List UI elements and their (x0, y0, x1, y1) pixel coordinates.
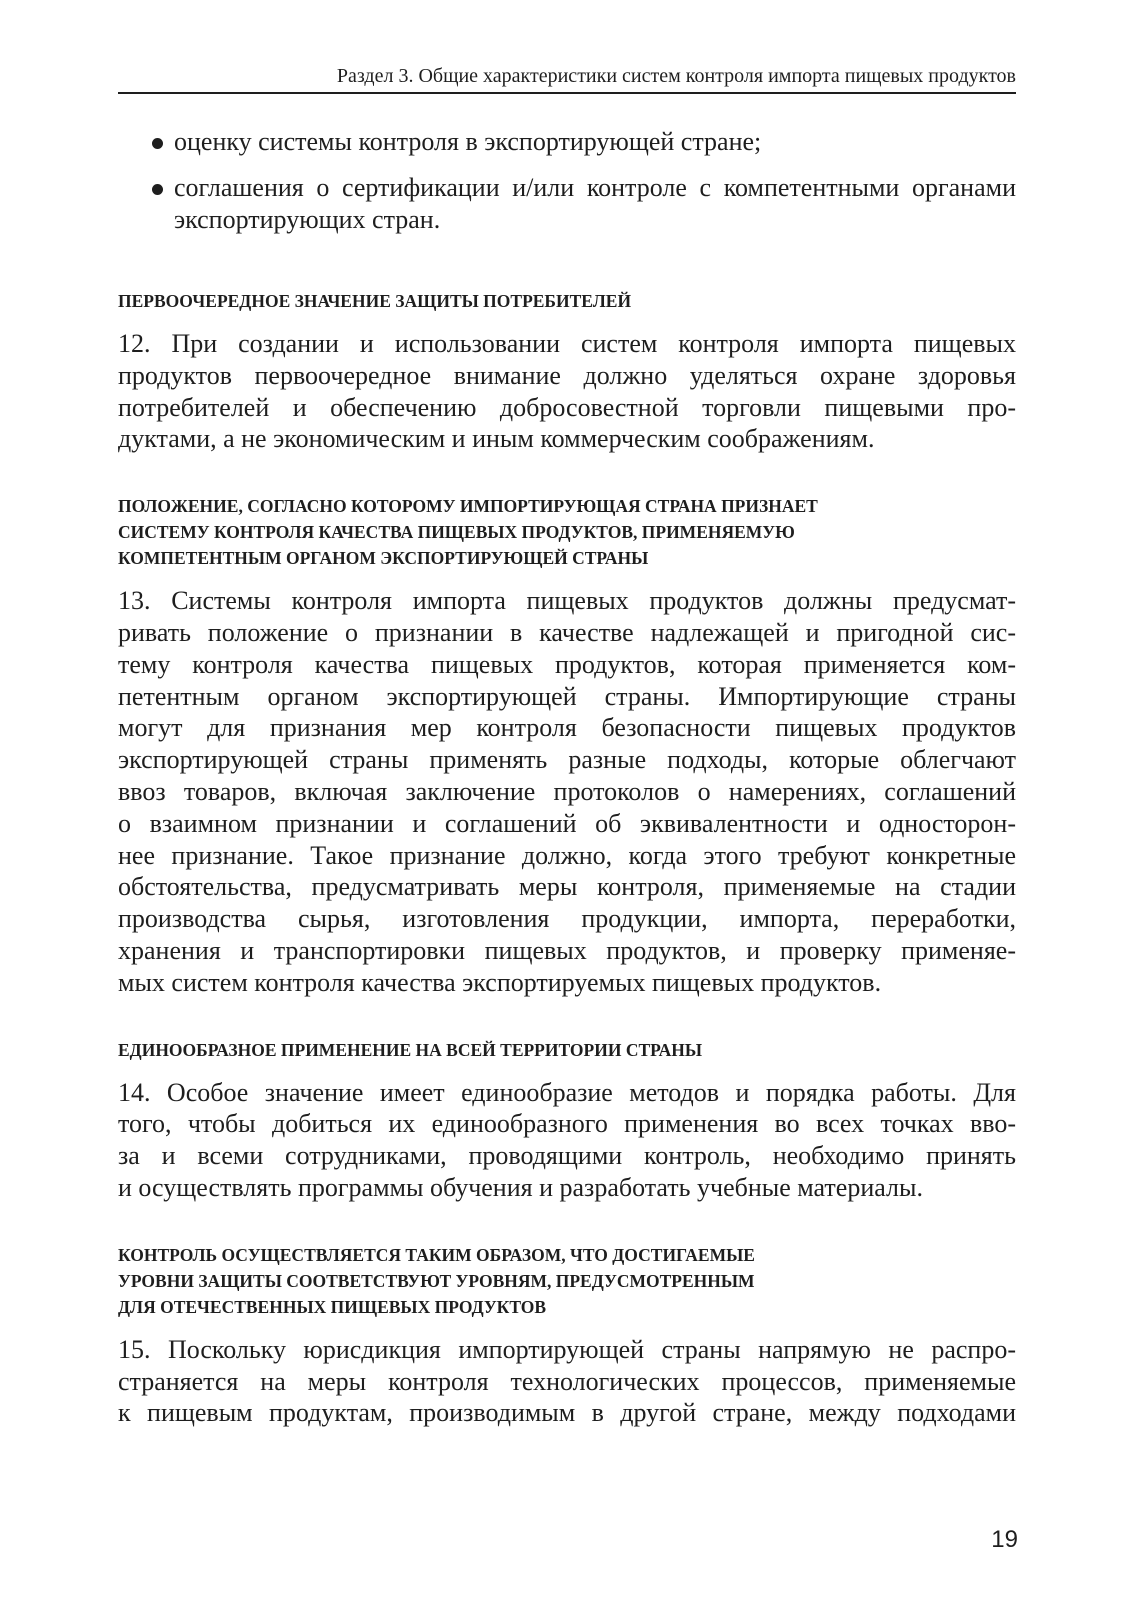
text-line: петентным органом экспортирующей страны. Импортирующие страны (118, 681, 1016, 711)
text-line: потребителей и обеспечению добросовестной торговли пищевыми про- (118, 392, 1016, 422)
section-heading (118, 288, 1016, 314)
text-line: хранения и транспортировки пищевых продуктов, и проверку применяе- (118, 935, 1016, 965)
heading-line: КОНТРОЛЬ ОСУЩЕСТВЛЯЕТСЯ ТАКИМ ОБРАЗОМ, ЧТО ДОСТИГАЕМЫЕ (118, 1244, 755, 1265)
heading-line: ДЛЯ ОТЕЧЕСТВЕННЫХ ПИЩЕВЫХ ПРОДУКТОВ (118, 1296, 547, 1317)
paragraph-13 (118, 585, 1016, 998)
text-line: обстоятельства, предусматривать меры контроля, применяемые на стадии (118, 872, 1016, 902)
text-line: к пищевым продуктам, производимым в другой стране, между подходами (118, 1398, 1016, 1428)
text-line: за и всеми сотрудниками, проводящими контроль, необходимо принять (118, 1141, 1016, 1171)
paragraph-15 (118, 1334, 1016, 1429)
text-line: 14. Особое значение имеет единообразие методов и порядка работы. Для (118, 1077, 1016, 1107)
paragraph-12 (118, 328, 1016, 455)
section-13 (118, 493, 1016, 998)
section-heading (118, 1037, 1016, 1063)
text-line: нее признание. Такое признание должно, когда этого требуют конкретные (118, 840, 1016, 870)
text-line: могут для признания мер контроля безопасности пищевых продуктов (118, 713, 1016, 743)
text-line: о взаимном признании и соглашений об эквивалентности и односторон- (118, 808, 1016, 838)
heading-line: УРОВНИ ЗАЩИТЫ СООТВЕТСТВУЮТ УРОВНЯМ, ПРЕДУСМОТРЕННЫМ (118, 1270, 755, 1291)
text-line: производства сырья, изготовления продукции, импорта, переработки, (118, 904, 1016, 934)
heading-line: ПОЛОЖЕНИЕ, СОГЛАСНО КОТОРОМУ ИМПОРТИРУЮЩАЯ СТРАНА ПРИЗНАЕТ (118, 496, 818, 517)
running-title: Раздел 3. Общие характеристики систем контроля импорта пищевых продуктов (336, 65, 1016, 87)
text-line: продуктов первоочередное внимание должно уделяться охране здоровья (118, 360, 1016, 390)
text-line: дуктами, а не экономическим и иным коммерческим соображениям. (118, 424, 875, 454)
page-number: 19 (991, 1526, 1018, 1553)
text-line: тему контроля качества пищевых продуктов, которая применяется ком- (118, 649, 1016, 679)
text-line: того, чтобы добиться их единообразного применения во всех точках вво- (118, 1109, 1016, 1139)
bullet-dot-icon (152, 138, 163, 149)
paragraph-14 (118, 1077, 1016, 1204)
bullet-text: оценку системы контроля в экспортирующей стране; (174, 127, 762, 156)
text-line: экспортирующей страны применять разные подходы, которые облегчают (118, 745, 1016, 775)
section-12 (118, 288, 1016, 455)
page-body (118, 126, 1016, 1429)
bullet-item (118, 172, 1016, 236)
text-line: 15. Поскольку юрисдикция импортирующей страны напрямую не распро- (118, 1334, 1016, 1364)
section-heading (118, 493, 1016, 571)
section-15 (118, 1242, 1016, 1429)
text-line: страняется на меры контроля технологических процессов, применяемые (118, 1366, 1016, 1396)
bullet-text: соглашения о сертификации и/или контроле с компетентными органами экспортирующих стран. (174, 173, 1016, 234)
running-header (118, 64, 1016, 94)
text-line: 12. При создании и использовании систем контроля импорта пищевых (118, 329, 1016, 358)
text-line: мых систем контроля качества экспортируемых пищевых продуктов. (118, 967, 882, 997)
heading-line: КОМПЕТЕНТНЫМ ОРГАНОМ ЭКСПОРТИРУЮЩЕЙ СТРАНЫ (118, 548, 649, 569)
heading-line: СИСТЕМУ КОНТРОЛЯ КАЧЕСТВА ПИЩЕВЫХ ПРОДУКТОВ, ПРИМЕНЯЕМУЮ (118, 522, 795, 543)
bullet-item (118, 126, 1016, 158)
text-line: ввоз товаров, включая заключение протоколов о намерениях, соглашений (118, 776, 1016, 806)
section-heading (118, 1242, 1016, 1320)
bullet-dot-icon (152, 184, 163, 195)
text-line: 13. Системы контроля импорта пищевых продуктов должны предусмат- (118, 586, 1016, 616)
bullet-list (118, 126, 1016, 236)
text-line: и осуществлять программы обучения и разработать учебные материалы. (118, 1172, 923, 1202)
heading-line: ПЕРВООЧЕРЕДНОЕ ЗНАЧЕНИЕ ЗАЩИТЫ ПОТРЕБИТЕЛЕЙ (118, 291, 632, 311)
section-14 (118, 1037, 1016, 1204)
text-line: ривать положение о признании в качестве надлежащей и пригодной сис- (118, 617, 1016, 647)
heading-line: ЕДИНООБРАЗНОЕ ПРИМЕНЕНИЕ НА ВСЕЙ ТЕРРИТОРИИ СТРАНЫ (118, 1039, 703, 1060)
